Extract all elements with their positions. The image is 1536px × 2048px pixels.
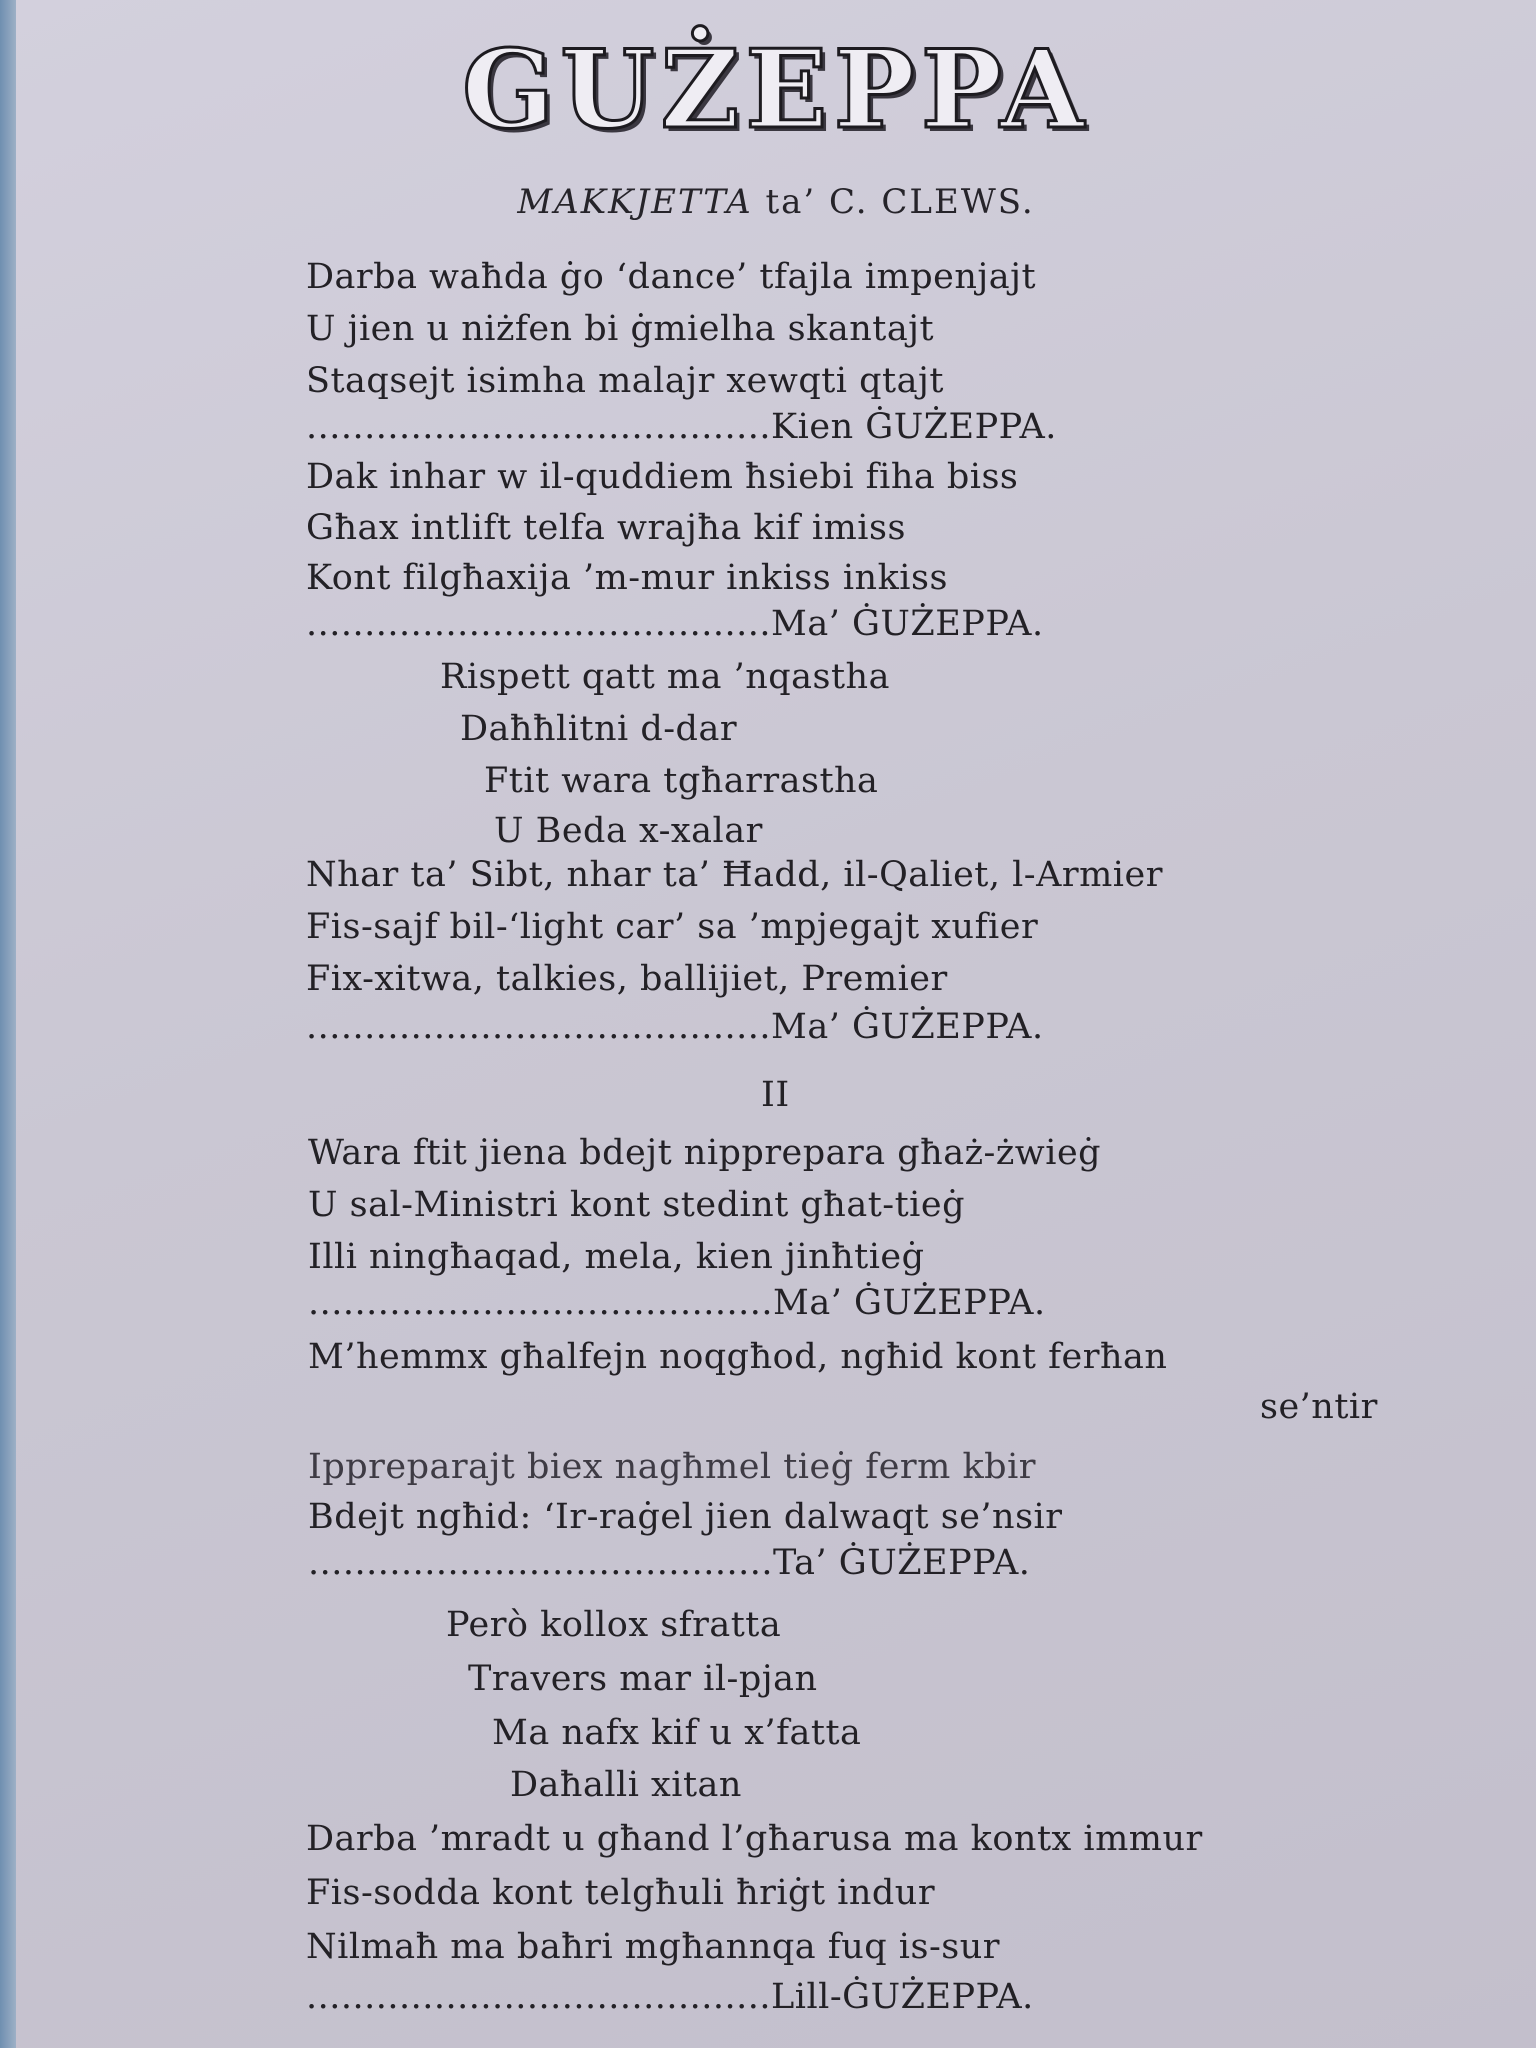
verse-line: Wara ftit jiena bdejt nipprepara għaż-żwieġ bbox=[308, 1133, 1102, 1173]
verse-line: Fix-xitwa, talkies, ballijiet, Premier bbox=[306, 959, 948, 999]
subtitle-author: ta’ C. CLEWS. bbox=[752, 182, 1035, 222]
section-number: II bbox=[761, 1075, 790, 1115]
refrain-line: ........................................Ma’ ĠUŻEPPA. bbox=[306, 1007, 1044, 1047]
refrain-line: ........................................Lill-ĠUŻEPPA. bbox=[306, 1977, 1034, 2017]
verse-line: Kont filgħaxija ’m-mur inkiss inkiss bbox=[306, 558, 948, 598]
verse-line: Daħħlitni d-dar bbox=[460, 709, 738, 749]
verse-line: Però kollox sfratta bbox=[446, 1605, 782, 1645]
verse-line: Dak inhar w il-quddiem ħsiebi fiha biss bbox=[306, 457, 1019, 497]
verse-line: Fis-sajf bil-‘light car’ sa ’mpjegajt xufier bbox=[306, 907, 1039, 947]
verse-line: M’hemmx għalfejn noqgħod, ngħid kont ferħan bbox=[308, 1337, 1168, 1377]
verse-line: Nilmaħ ma baħri mgħannqa fuq is-sur bbox=[306, 1927, 1001, 1967]
refrain-line: ........................................Ma’ ĠUŻEPPA. bbox=[306, 604, 1044, 644]
refrain-line: ........................................Kien ĠUŻEPPA. bbox=[306, 407, 1057, 447]
verse-line: Staqsejt isimha malajr xewqti qtajt bbox=[306, 361, 944, 401]
refrain-line: ........................................Ta’ ĠUŻEPPA. bbox=[308, 1543, 1031, 1583]
verse-line: Illi ningħaqad, mela, kien jinħtieġ bbox=[308, 1237, 925, 1277]
page-edge bbox=[0, 0, 16, 2048]
subtitle-italic: MAKKJETTA bbox=[517, 182, 753, 222]
verse-line: Rispett qatt ma ’nqastha bbox=[440, 657, 890, 697]
book-page bbox=[16, 0, 1536, 2048]
verse-line: U jien u niżfen bi ġmielha skantajt bbox=[306, 309, 935, 349]
subtitle bbox=[16, 182, 1536, 222]
refrain-line: ........................................Ma’ ĠUŻEPPA. bbox=[308, 1283, 1046, 1323]
verse-line: Travers mar il-pjan bbox=[468, 1659, 818, 1699]
verse-line: U Beda x-xalar bbox=[494, 811, 763, 851]
verse-line: Ippreparajt biex nagħmel tieġ ferm kbir bbox=[308, 1447, 1036, 1487]
verse-line: Għax intlift telfa wrajħa kif imiss bbox=[306, 508, 906, 548]
verse-line: Bdejt ngħid: ‘Ir-raġel jien dalwaqt se’nsir bbox=[308, 1497, 1063, 1537]
verse-line: Darba waħda ġo ‘dance’ tfajla impenjajt bbox=[306, 257, 1037, 297]
verse-line: Darba ’mradt u għand l’għarusa ma kontx immur bbox=[306, 1819, 1203, 1859]
verse-line: Fis-sodda kont telgħuli ħriġt indur bbox=[306, 1873, 936, 1913]
verse-line: Nhar ta’ Sibt, nhar ta’ Ħadd, il-Qaliet, l-Armier bbox=[306, 855, 1163, 895]
verse-line: Ma nafx kif u x’fatta bbox=[492, 1713, 862, 1753]
verse-line-continuation: se’ntir bbox=[1260, 1387, 1378, 1427]
verse-line: Daħalli xitan bbox=[510, 1765, 742, 1805]
verse-line: Ftit wara tgħarrastha bbox=[484, 761, 879, 801]
verse-line: U sal-Ministri kont stedint għat-tieġ bbox=[308, 1185, 965, 1225]
page-title: GUŻEPPA bbox=[462, 27, 1090, 153]
